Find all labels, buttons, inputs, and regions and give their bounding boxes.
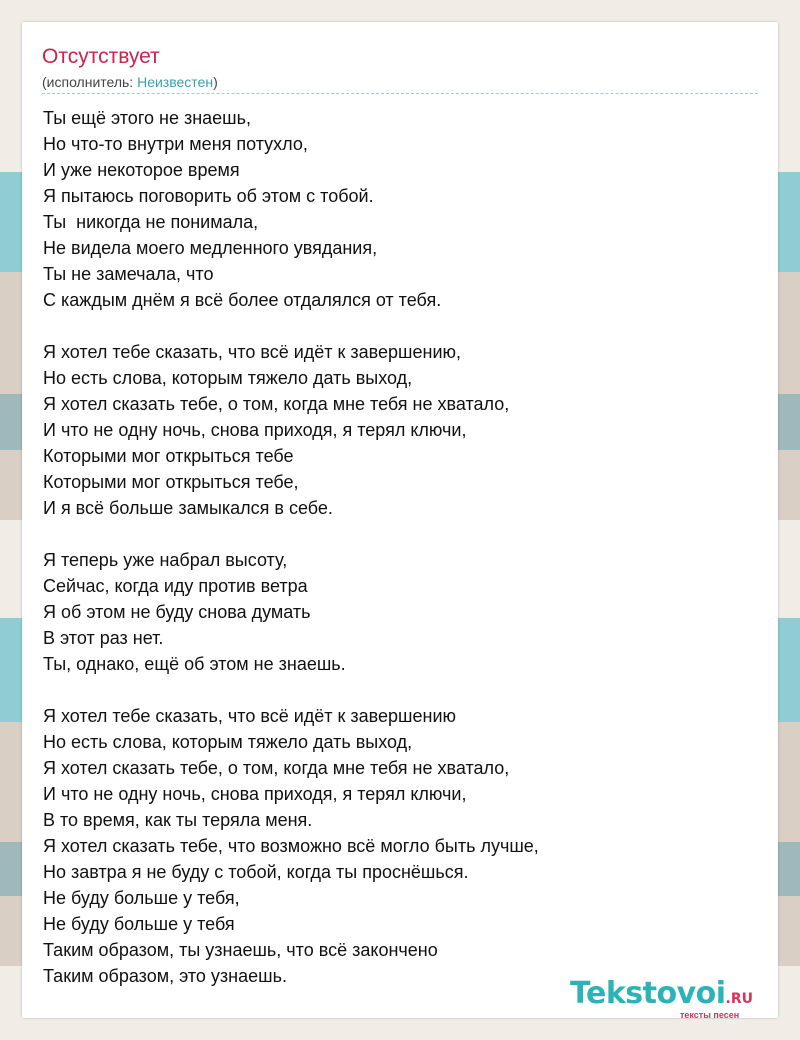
lyrics-line: Которыми мог открыться тебе [43,446,294,466]
lyrics-line: Я теперь уже набрал высоту, [43,550,288,570]
lyrics-line: Я пытаюсь поговорить об этом с тобой. [43,186,374,206]
lyrics-line: Не буду больше у тебя [43,914,235,934]
artist-link[interactable]: Неизвестен [137,74,214,90]
lyrics-line: И я всё больше замыкался в себе. [43,498,333,518]
lyrics-line: Но есть слова, которым тяжело дать выход, [43,368,413,388]
lyrics-line: Сейчас, когда иду против ветра [43,576,308,596]
lyrics-blank-line [43,521,763,547]
logo-tld: .RU [725,991,754,1007]
lyrics-line: Ты не замечала, что [43,264,214,284]
lyrics-line: Которыми мог открыться тебе, [43,472,299,492]
lyrics-line: С каждым днём я всё более отдалялся от тебя. [43,290,442,310]
lyrics-line: Я хотел тебе сказать, что всё идёт к завершению [43,706,456,726]
artist-prefix: (исполнитель: [42,74,138,90]
lyrics-line: Я хотел сказать тебе, о том, когда мне тебя не хватало, [43,394,510,414]
logo-tagline: тексты песен [680,1010,740,1020]
lyrics-line: В то время, как ты теряла меня. [43,810,313,830]
lyrics-line: Ты никогда не понимала, [43,212,259,232]
lyrics-line: Но что-то внутри меня потухло, [43,134,308,154]
lyrics-line: Не видела моего медленного увядания, [43,238,378,258]
lyrics-blank-line [43,677,763,703]
artist-suffix: ) [213,74,218,90]
lyrics-blank-line [43,313,763,339]
logo-main-text: Tekstovoi [570,976,726,1011]
lyrics-line: Не буду больше у тебя, [43,888,240,908]
lyrics-line: И уже некоторое время [43,160,240,180]
lyrics-line: Таким образом, это узнаешь. [43,966,287,986]
title-divider [42,93,758,94]
song-title: Отсутствует [42,45,160,68]
lyrics-text [43,105,763,989]
lyrics-line: Я об этом не буду снова думать [43,602,311,622]
lyrics-line: В этот раз нет. [43,628,164,648]
artist-line [42,73,218,91]
lyrics-line: И что не одну ночь, снова приходя, я терял ключи, [43,784,467,804]
lyrics-line: Ты ещё этого не знаешь, [43,108,251,128]
lyrics-line: И что не одну ночь, снова приходя, я терял ключи, [43,420,467,440]
lyrics-line: Но завтра я не буду с тобой, когда ты проснёшься. [43,862,469,882]
site-logo[interactable] [570,977,780,1019]
lyrics-line: Я хотел сказать тебе, о том, когда мне тебя не хватало, [43,758,510,778]
lyrics-line: Таким образом, ты узнаешь, что всё закончено [43,940,438,960]
lyrics-card [22,22,778,1018]
lyrics-line: Я хотел сказать тебе, что возможно всё могло быть лучше, [43,836,539,856]
lyrics-line: Ты, однако, ещё об этом не знаешь. [43,654,346,674]
lyrics-line: Но есть слова, которым тяжело дать выход, [43,732,413,752]
lyrics-line: Я хотел тебе сказать, что всё идёт к завершению, [43,342,461,362]
